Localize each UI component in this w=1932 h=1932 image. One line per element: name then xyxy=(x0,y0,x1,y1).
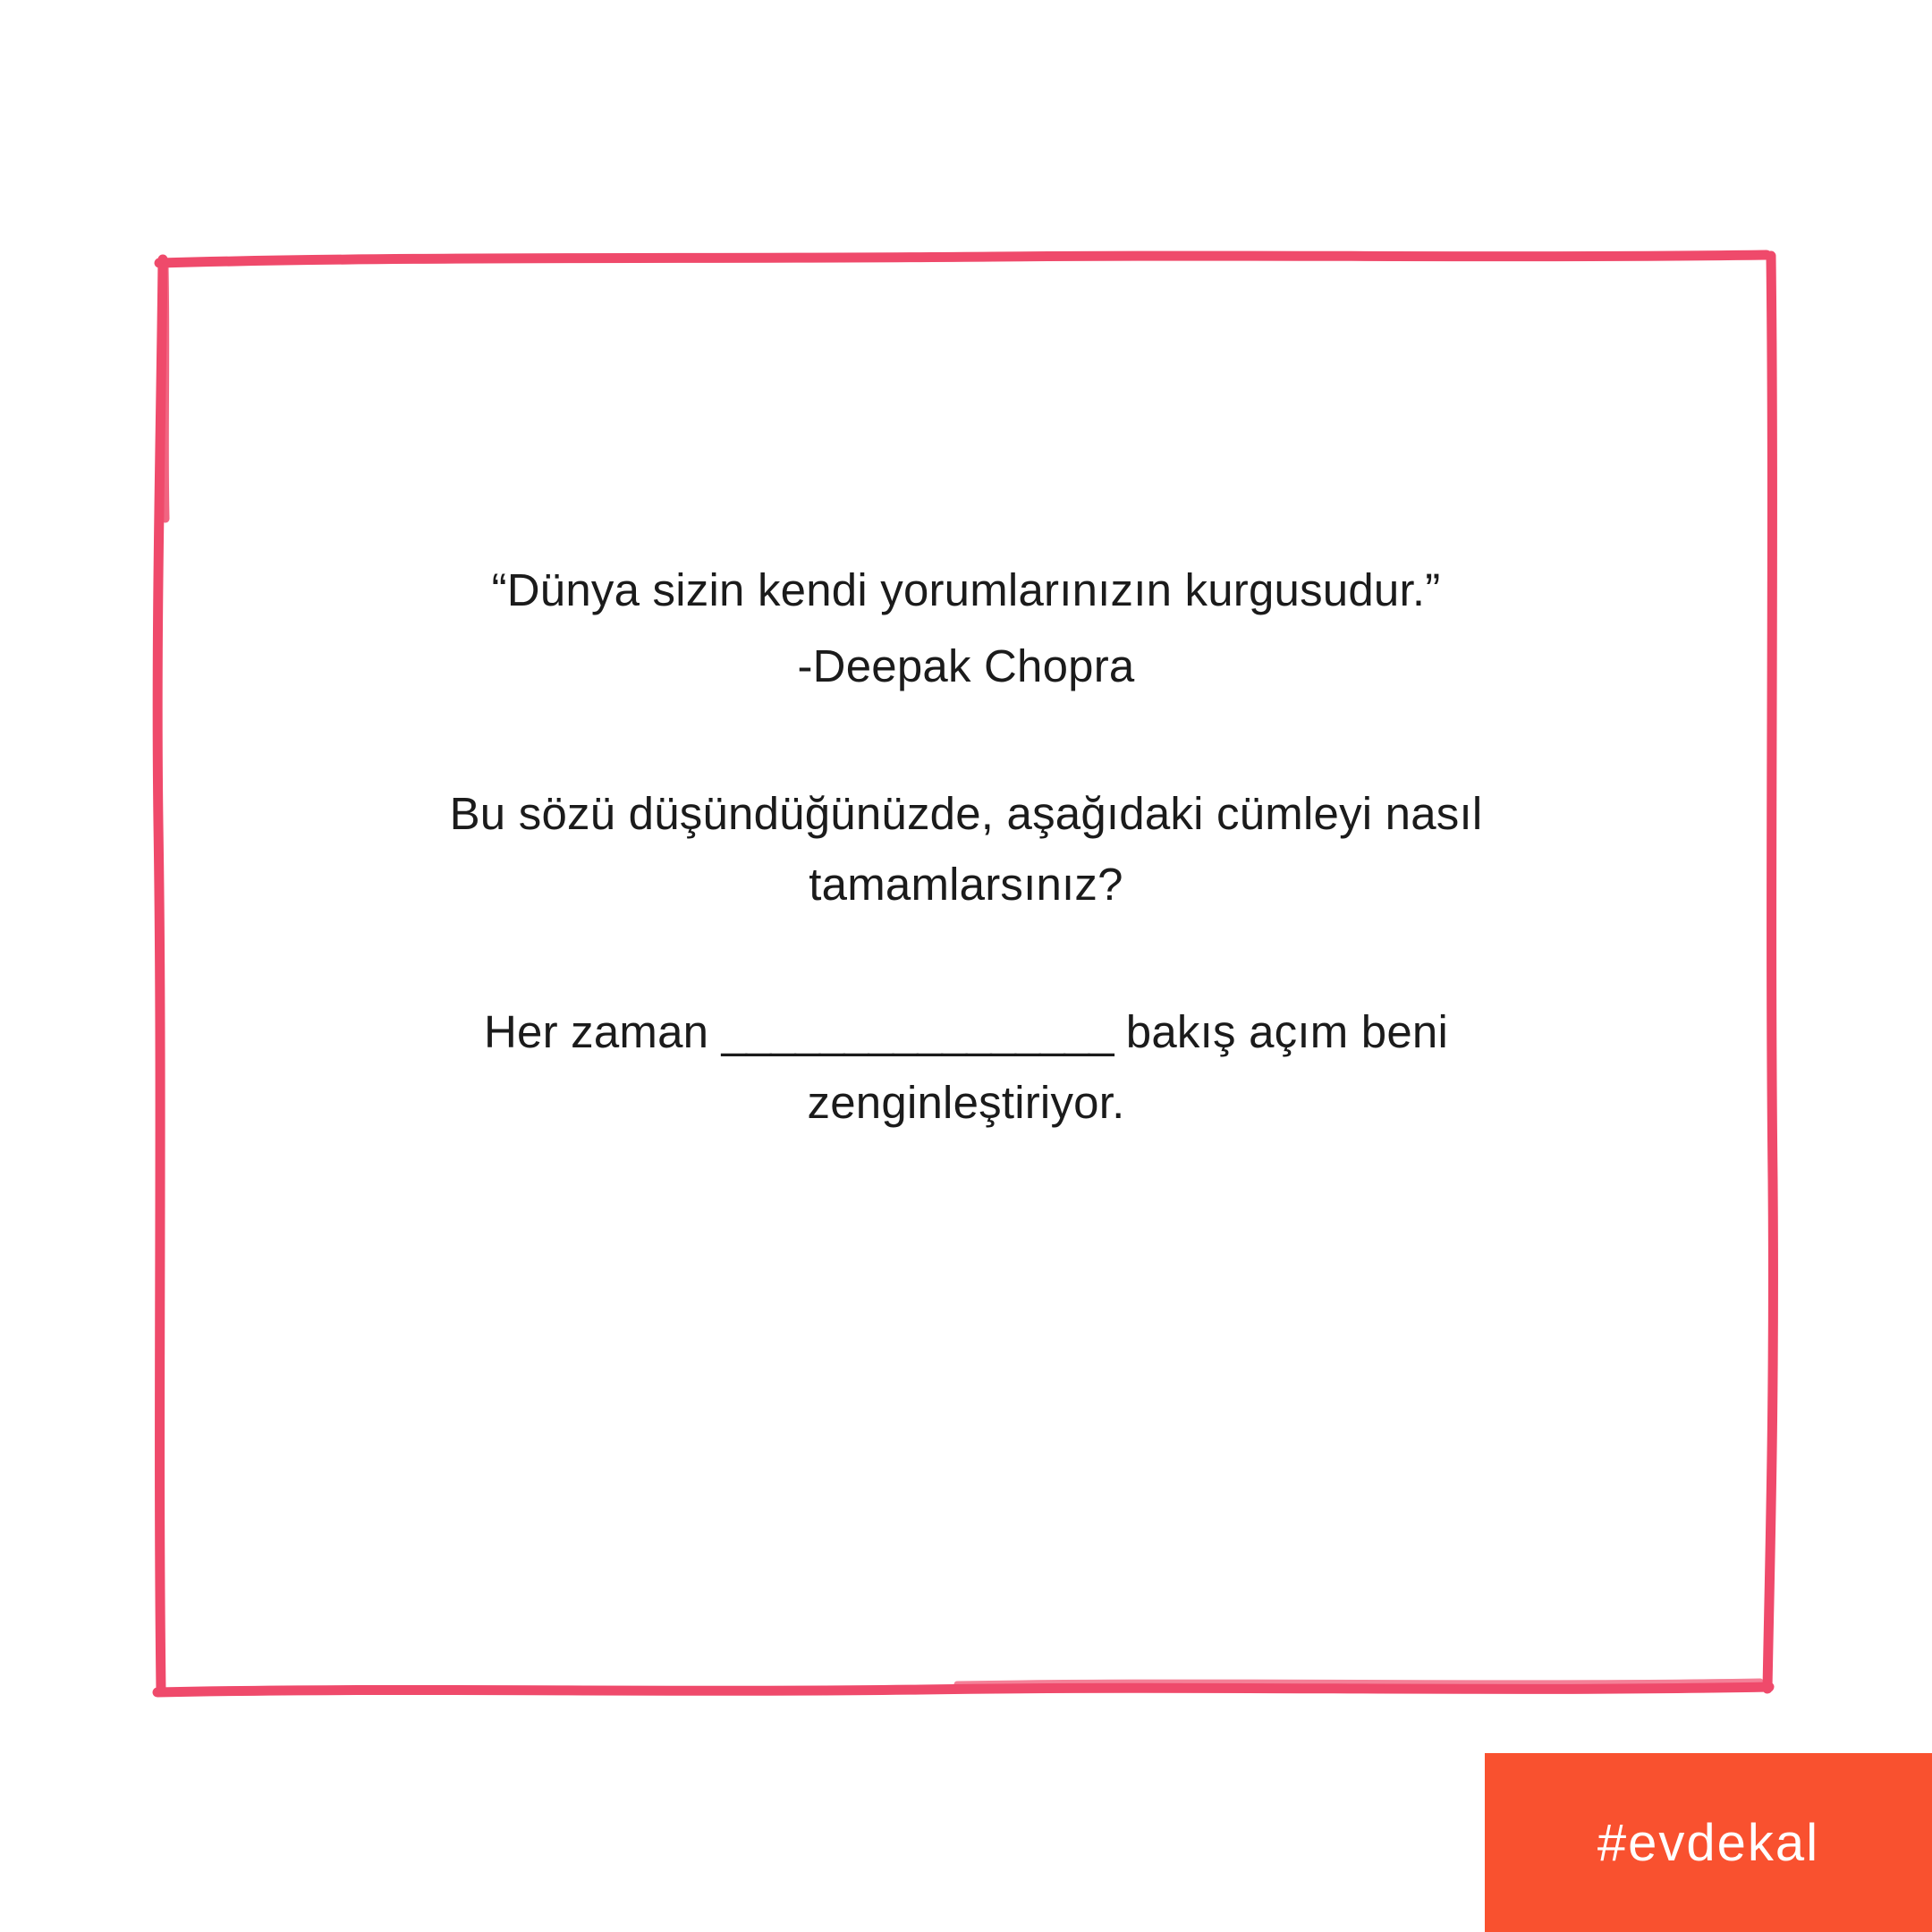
hashtag-badge-label: #evdekal xyxy=(1597,1813,1820,1872)
fill-prefix: Her zaman xyxy=(484,1006,722,1058)
quote-text: “Dünya sizin kendi yorumlarınızın kurgusudur.” xyxy=(491,564,1441,615)
quote-content xyxy=(295,555,1637,1138)
prompt-line-1: Bu sözü düşündüğünüzde, aşağıdaki cümleyi nasıl xyxy=(449,788,1483,840)
fill-blank: ________________ xyxy=(721,1006,1114,1058)
fill-in-line-2: zenginleştiriyor. xyxy=(807,1077,1125,1129)
quote-attribution: -Deepak Chopra xyxy=(797,640,1135,692)
prompt-line-2: tamamlarsınız? xyxy=(809,859,1123,911)
fill-in-line-1 xyxy=(295,996,1637,1067)
content-spacer-1 xyxy=(295,701,1637,778)
content-spacer-2 xyxy=(295,919,1637,996)
hashtag-badge xyxy=(1485,1753,1932,1932)
fill-suffix: bakış açım beni xyxy=(1113,1006,1448,1058)
